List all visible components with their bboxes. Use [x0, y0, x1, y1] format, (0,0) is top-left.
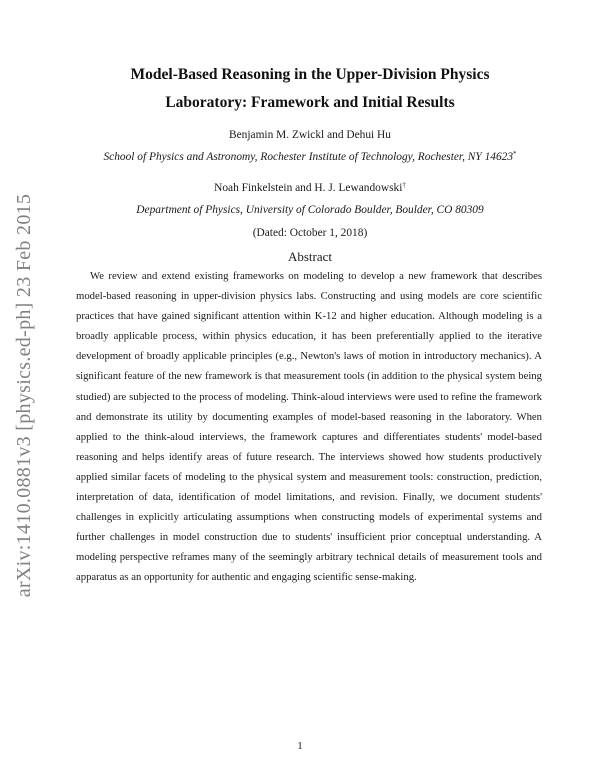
paper-title-line-2: Laboratory: Framework and Initial Results	[165, 94, 455, 111]
dated-line: (Dated: October 1, 2018)	[252, 227, 368, 239]
author-names-2-mark: †	[402, 181, 406, 189]
abstract-body: We review and extend existing frameworks on modeling to develop a new framework that describes model-based reasoning in upper-division physics labs. Constructing and using models are core scientific practices that have gained significant attention within K-12 and higher education. Although modeling is a broadly applicable process, within physics education, it has been preferentially applied to the iterative development of broadly applicable principles (e.g., Newton's laws of motion in introductory mechanics). A significant feature of the new framework is that measurement tools (in addition to the physical system being studied) are subjected to the process of modeling. Think-aloud interviews were used to refine the framework and demonstrate its utility by documenting examples of model-based reasoning in the laboratory. When applied to the think-aloud interviews, the framework captures and differentiates students' model-based reasoning and helps identify areas of future research. The interviews showed how students productively applied similar facets of modeling to the physical system and measurement tools: construction, prediction, interpretation of data, identification of model limitations, and revision. Finally, we document students' challenges in explicitly articulating assumptions when constructing models of experimental systems and further challenges in model construction due to students' insufficient prior conceptual understanding. A modeling perspective reframes many of the seemingly arbitrary technical details of measurement tools and apparatus as an opportunity for authentic and engaging scientific sense-making.	[76, 270, 542, 584]
arxiv-stamp	[8, 190, 42, 600]
author-names-2-text: Noah Finkelstein and H. J. Lewandowski	[214, 182, 403, 194]
affiliation-1-text: School of Physics and Astronomy, Rochester Institute of Technology, Rochester, NY 14623	[103, 151, 514, 163]
affiliation-2: Department of Physics, University of Colorado Boulder, Boulder, CO 80309	[136, 204, 484, 216]
author-names-1: Benjamin M. Zwickl and Dehui Hu	[229, 129, 391, 141]
abstract-heading: Abstract	[287, 249, 333, 264]
page-number: 1	[297, 740, 303, 752]
arxiv-stamp-text: arXiv:1410.0881v3 [physics.ed-ph] 23 Feb 2015	[13, 193, 36, 597]
affiliation-1-mark: *	[513, 150, 517, 158]
affiliation-1	[60, 151, 560, 163]
paper-title-line-1: Model-Based Reasoning in the Upper-Division Physics	[130, 66, 490, 83]
author-names-2	[60, 182, 560, 194]
